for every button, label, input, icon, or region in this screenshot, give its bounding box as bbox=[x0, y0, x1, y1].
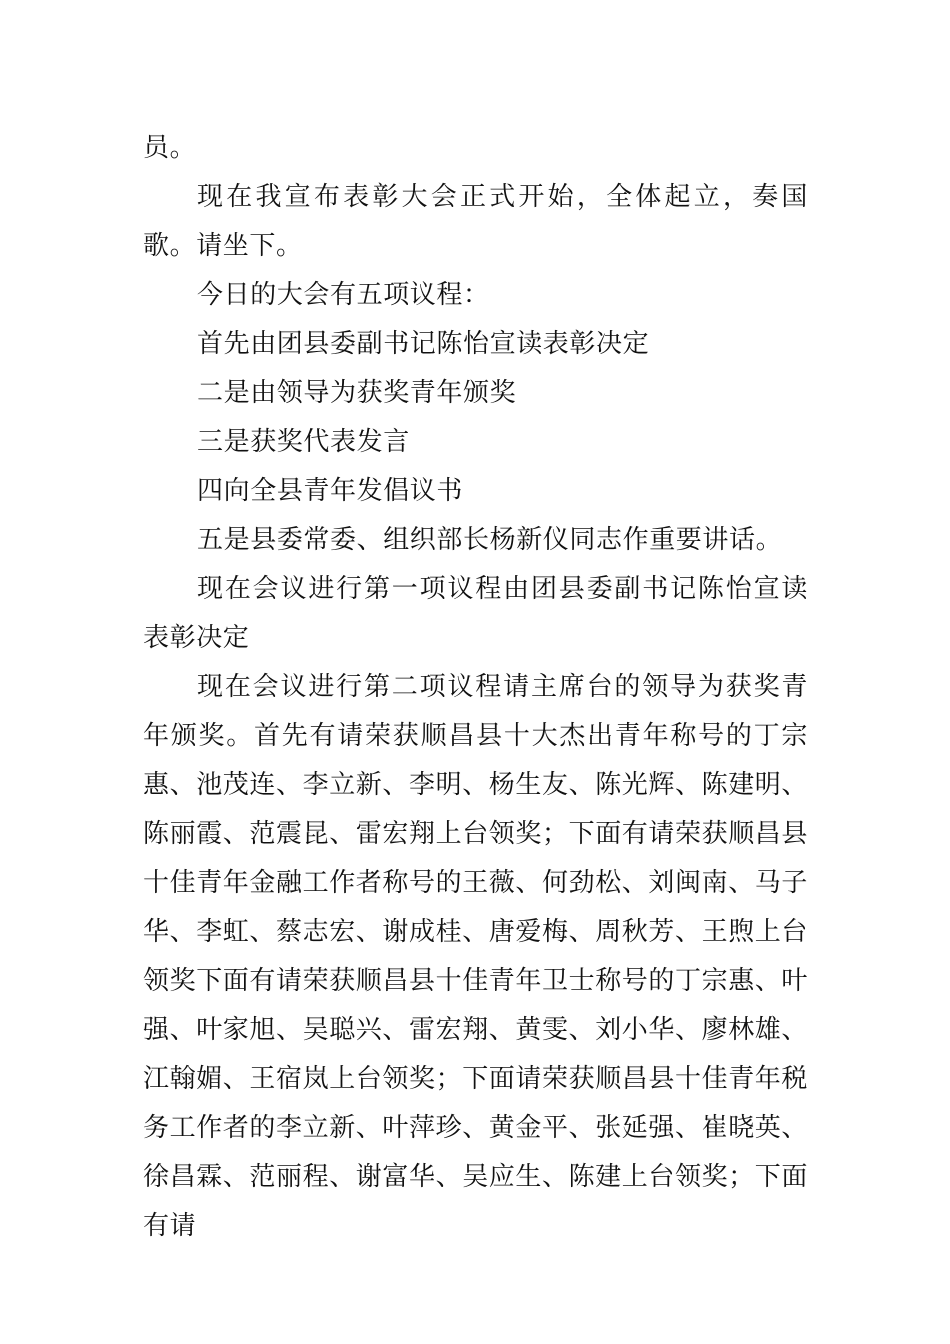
paragraph-second-agenda: 现在会议进行第二项议程请主席台的领导为获奖青年颁奖。首先有请荣获顺昌县十大杰出青年称号的丁宗惠、池茂连、李立新、李明、杨生友、陈光辉、陈建明、陈丽霞、范震昆、雷宏翔上台领奖；下面有请荣获顺昌县十佳青年金融工作者称号的王薇、何劲松、刘闽南、马子华、李虹、蔡志宏、谢成桂、唐爱梅、周秋芳、王煦上台领奖下面有请荣获顺昌县十佳青年卫士称号的丁宗惠、叶强、叶家旭、吴聪兴、雷宏翔、黄雯、刘小华、廖林雄、江翰媚、王宿岚上台领奖；下面请荣获顺昌县十佳青年税务工作者的李立新、叶萍珍、黄金平、张延强、崔晓英、徐昌霖、范丽程、谢富华、吴应生、陈建上台领奖；下面有请 bbox=[143, 672, 809, 1241]
agenda-item-1: 首先由团县委副书记陈怡宣读表彰决定 bbox=[197, 329, 650, 359]
agenda-item-5: 五是县委常委、组织部长杨新仪同志作重要讲话。 bbox=[197, 525, 783, 555]
paragraph-agenda-intro: 今日的大会有五项议程： bbox=[197, 280, 490, 310]
agenda-item-4: 四向全县青年发倡议书 bbox=[197, 476, 464, 506]
document-body bbox=[143, 124, 808, 1251]
paragraph-continuation: 员。 bbox=[143, 133, 197, 163]
agenda-item-3: 三是获奖代表发言 bbox=[197, 427, 410, 457]
paragraph-first-agenda: 现在会议进行第一项议程由团县委副书记陈怡宣读表彰决定 bbox=[143, 574, 808, 653]
paragraph-opening-announcement: 现在我宣布表彰大会正式开始，全体起立，奏国歌。请坐下。 bbox=[143, 182, 808, 261]
agenda-item-2: 二是由领导为获奖青年颁奖 bbox=[197, 378, 517, 408]
